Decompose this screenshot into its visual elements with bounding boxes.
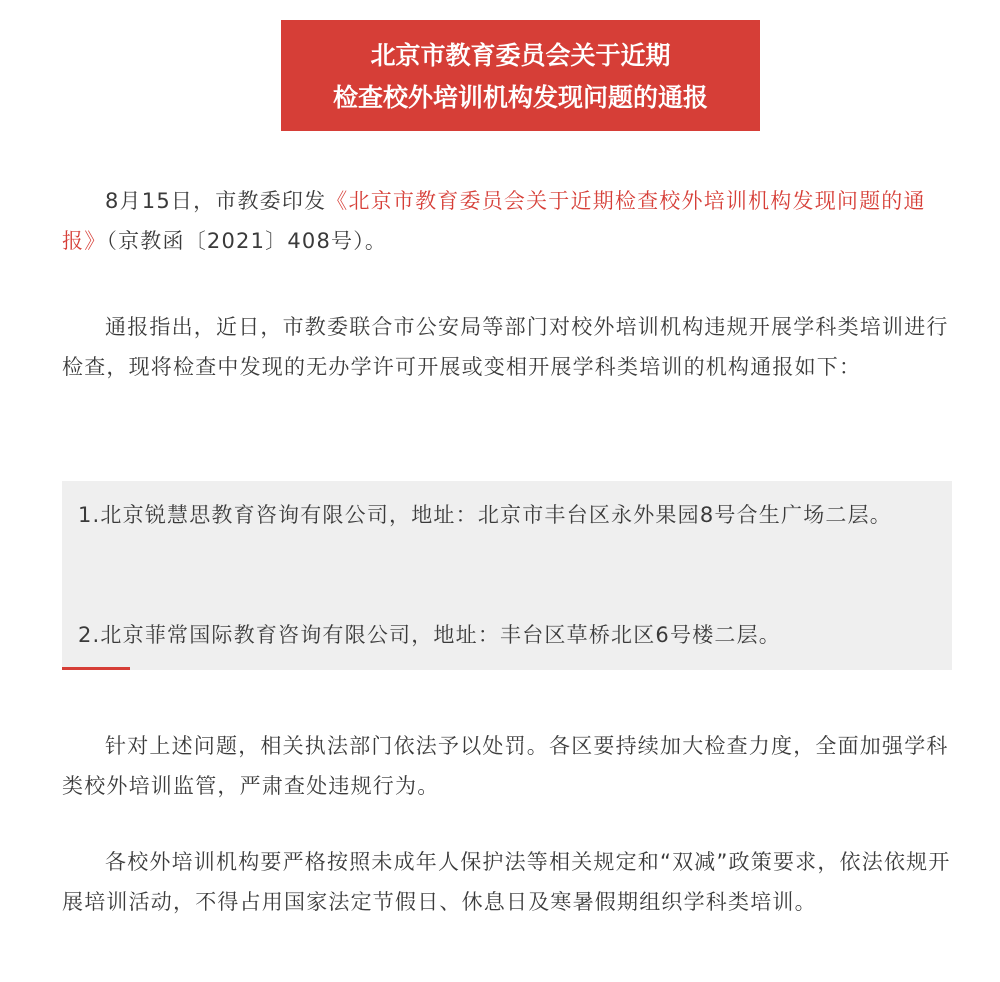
notice-title-banner xyxy=(281,20,760,131)
institution-list-box xyxy=(62,481,952,670)
accent-underline xyxy=(62,667,130,670)
title-line-2: 检查校外培训机构发现问题的通报 xyxy=(332,83,708,112)
paragraph-intro xyxy=(62,181,952,261)
institution-item-1: 1.北京锐慧思教育咨询有限公司，地址：北京市丰台区永外果园8号合生广场二层。 xyxy=(78,503,892,527)
paragraph-penalty: 针对上述问题，相关执法部门依法予以处罚。各区要持续加大检查力度，全面加强学科类校外培训监管，严肃查处违规行为。 xyxy=(62,734,949,798)
intro-lead: 8月15日，市教委印发 xyxy=(105,189,327,213)
document-number: （京教函〔2021〕408号）。 xyxy=(106,229,388,253)
paragraph-requirements: 各校外培训机构要严格按照未成年人保护法等相关规定和“双减”政策要求，依法依规开展培训活动，不得占用国家法定节假日、休息日及寒暑假期组织学科类培训。 xyxy=(62,850,951,914)
institution-item-2: 2.北京菲常国际教育咨询有限公司，地址：丰台区草桥北区6号楼二层。 xyxy=(78,623,781,647)
title-line-1: 北京市教育委员会关于近期 xyxy=(370,41,671,70)
notice-document-title: 《北京市教育委员会关于近期检查校外培训机构发现问题的通报》 xyxy=(62,189,926,253)
paragraph-inspection: 通报指出，近日，市教委联合市公安局等部门对校外培训机构违规开展学科类培训进行检查，现将检查中发现的无办学许可开展或变相开展学科类培训的机构通报如下： xyxy=(62,315,949,379)
